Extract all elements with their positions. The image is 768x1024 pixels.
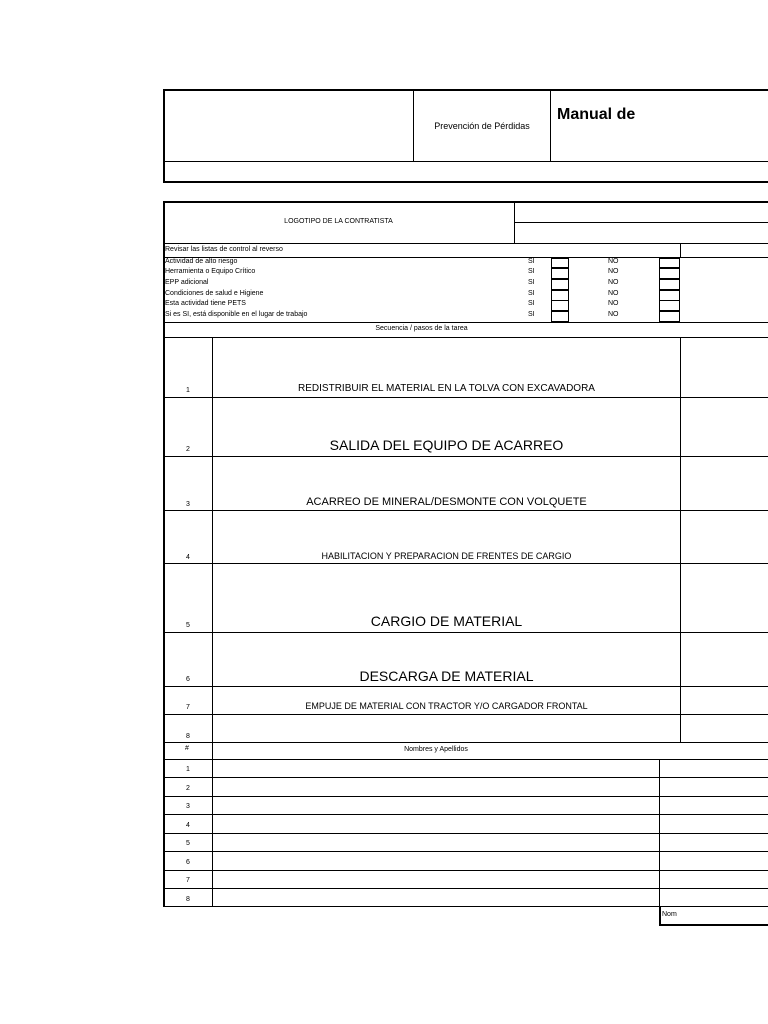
step-text: EMPUJE DE MATERIAL CON TRACTOR Y/O CARGADOR FRONTAL — [305, 701, 588, 711]
step-text: SALIDA DEL EQUIPO DE ACARREO — [329, 437, 564, 453]
step-text: ACARREO DE MINERAL/DESMONTE CON VOLQUETE — [306, 496, 587, 508]
step-text: DESCARGA DE MATERIAL — [359, 668, 534, 684]
participant-row-number: 5 — [186, 840, 190, 847]
no-checkbox[interactable] — [659, 311, 680, 322]
participant-row-number: 1 — [186, 766, 190, 773]
participant-name-field[interactable] — [213, 815, 659, 833]
yes-checkbox[interactable] — [551, 268, 569, 279]
step-number: 4 — [186, 554, 190, 561]
participant-row-number: 7 — [186, 877, 190, 884]
checklist-item-label: Actividad de alto riesgo — [165, 258, 238, 265]
step-text: REDISTRIBUIR EL MATERIAL EN LA TOLVA CON EXCAVADORA — [298, 383, 595, 394]
yes-checkbox[interactable] — [551, 311, 569, 322]
manual-title: Manual de — [557, 106, 636, 123]
yes-label: SI — [528, 268, 535, 275]
footer-name-label: Nom — [662, 911, 677, 918]
table-left-border — [163, 201, 165, 907]
hash-header: # — [185, 745, 189, 752]
names-header: Nombres y Apellidos — [404, 746, 468, 753]
participant-row-number: 4 — [186, 822, 190, 829]
checklist-item-label: Si es SI, está disponible en el lugar de trabajo — [165, 311, 308, 318]
no-checkbox[interactable] — [659, 268, 680, 279]
participant-name-field[interactable] — [213, 834, 659, 851]
no-label: NO — [608, 268, 619, 275]
participant-name-field[interactable] — [213, 852, 659, 870]
participant-row-number: 3 — [186, 803, 190, 810]
checklist-item-label: Condiciones de salud e Higiene — [165, 290, 264, 297]
contractor-logo-label: LOGOTIPO DE LA CONTRATISTA — [284, 218, 393, 225]
checklist-item-label: Esta actividad tiene PETS — [165, 300, 246, 307]
checklist-item-label: Herramienta o Equipo Crítico — [165, 268, 256, 275]
no-label: NO — [608, 290, 619, 297]
step-number: 3 — [186, 501, 190, 508]
participant-row-number: 6 — [186, 859, 190, 866]
participant-row-number: 8 — [186, 896, 190, 903]
step-number: 1 — [186, 387, 190, 394]
step-text: HABILITACION Y PREPARACION DE FRENTES DE CARGIO — [321, 551, 572, 561]
yes-label: SI — [528, 279, 535, 286]
footer-name-cell — [659, 906, 768, 926]
step-number: 2 — [186, 446, 190, 453]
step-number: 8 — [186, 733, 190, 740]
participant-name-field[interactable] — [213, 871, 659, 888]
checklist-item-label: EPP adicional — [165, 279, 209, 286]
no-checkbox[interactable] — [659, 258, 680, 268]
sequence-title: Secuencia / pasos de la tarea — [375, 325, 468, 332]
no-label: NO — [608, 258, 619, 265]
step-number: 5 — [186, 622, 190, 629]
no-label: NO — [608, 279, 619, 286]
step-number: 6 — [186, 676, 190, 683]
yes-checkbox[interactable] — [551, 279, 569, 290]
yes-label: SI — [528, 258, 535, 265]
participant-name-field[interactable] — [213, 889, 659, 906]
yes-label: SI — [528, 300, 535, 307]
yes-label: SI — [528, 290, 535, 297]
participant-row-number: 2 — [186, 785, 190, 792]
step-number: 7 — [186, 704, 190, 711]
no-checkbox[interactable] — [659, 279, 680, 290]
loss-prevention-label: Prevención de Pérdidas — [434, 121, 530, 131]
step-text: CARGIO DE MATERIAL — [370, 613, 523, 629]
no-label: NO — [608, 311, 619, 318]
participant-name-field[interactable] — [213, 778, 659, 796]
yes-label: SI — [528, 311, 535, 318]
participant-name-field[interactable] — [213, 760, 659, 777]
checklist-title: Revisar las listas de control al reverso — [165, 246, 283, 253]
no-checkbox[interactable] — [659, 300, 680, 311]
participant-name-field[interactable] — [213, 797, 659, 814]
yes-checkbox[interactable] — [551, 258, 569, 268]
no-label: NO — [608, 300, 619, 307]
yes-checkbox[interactable] — [551, 300, 569, 311]
